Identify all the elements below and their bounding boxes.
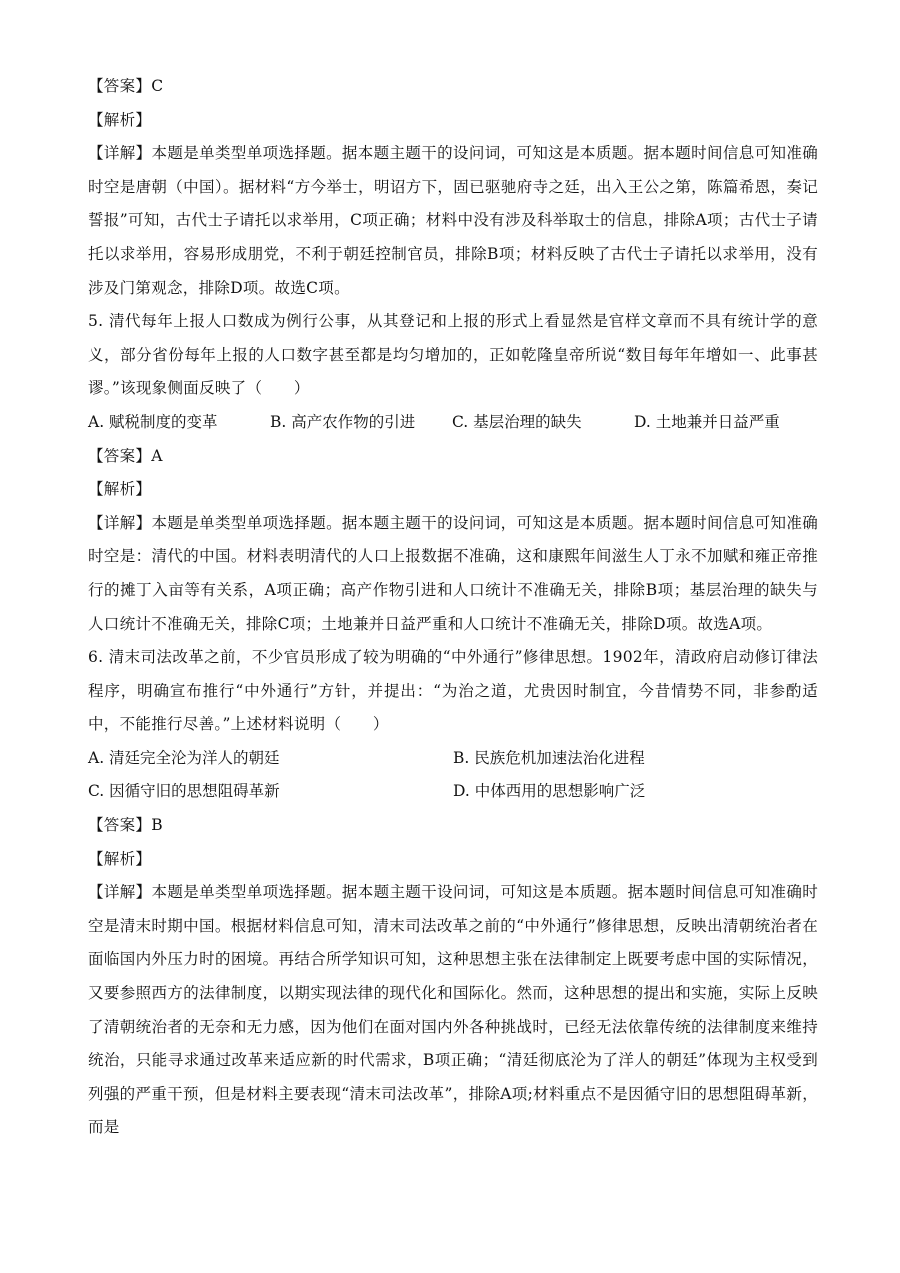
option-item: B. 高产农作物的引进 (270, 412, 416, 431)
option-item: B. 民族危机加速法治化进程 (453, 748, 645, 767)
option-item: C. 因循守旧的思想阻碍革新 (88, 782, 280, 801)
answer-label: 【答案】B (88, 816, 163, 835)
answer-label: 【答案】C (88, 77, 164, 95)
option-item: A. 清廷完全沦为洋人的朝廷 (88, 748, 280, 767)
question-6-stem: 6. 清末司法改革之前，不少官员形成了较为明确的“中外通行”修律思想。1902年，清政府启动修订律法程序，明确宣布推行“中外通行”方针，并提出：“为治之道，尤贵因时制宜，今昔情势不同，非参酌适中，不能推行尽善。”上述材料说明（ ） (88, 648, 818, 734)
analysis-label: 【解析】 (88, 849, 152, 868)
question-6-options-row1 (88, 742, 818, 776)
option-item: D. 土地兼并日益严重 (634, 412, 780, 431)
detail-paragraph: 【详解】本题是单类型单项选择题。据本题主题干的设问词，可知这是本质题。据本题时间信息可知准确时空是：清代的中国。材料表明清代的人口上报数据不准确，这和康熙年间滋生人丁永不加赋和雍正帝推行的摊丁入亩等有关系，A项正确；高产作物引进和人口统计不准确无关，排除B项；基层治理的缺失与人口统计不准确无关，排除C项；土地兼并日益严重和人口统计不准确无关，排除D项。故选A项。 (88, 513, 818, 633)
option-item: C. 基层治理的缺失 (452, 412, 582, 431)
question-6-options-row2 (88, 775, 818, 809)
detail-paragraph: 【详解】本题是单类型单项选择题。据本题主题干的设问词，可知这是本质题。据本题时间信息可知准确时空是唐朝（中国）。据材料“方今举士，明诏方下，固已驱驰府寺之廷，出入王公之第，陈篇希恩，奏记誓报”可知，古代士子请托以求举用，C项正确；材料中没有涉及科举取士的信息，排除A项；古代士子请托以求举用，容易形成朋党，不利于朝廷控制官员，排除B项；材料反映了古代士子请托以求举用，没有涉及门第观念，排除D项。故选C项。 (88, 144, 818, 297)
analysis-label: 【解析】 (88, 480, 152, 499)
analysis-label: 【解析】 (88, 110, 152, 129)
answer-label: 【答案】A (88, 446, 163, 465)
question-5-stem: 5. 清代每年上报人口数成为例行公事，从其登记和上报的形式上看显然是官样文章而不具有统计学的意义，部分省份每年上报的人口数字甚至都是均匀增加的，正如乾隆皇帝所说“数目每年年增如一、此事甚谬。”该现象侧面反映了（ ） (88, 312, 818, 398)
document-page (88, 70, 818, 1145)
question-5-options (88, 406, 818, 440)
detail-paragraph: 【详解】本题是单类型单项选择题。据本题主题干设问词，可知这是本质题。据本题时间信息可知准确时空是清末时期中国。根据材料信息可知，清末司法改革之前的“中外通行”修律思想，反映出清朝统治者在面临国内外压力时的困境。再结合所学知识可知，这种思想主张在法律制定上既要考虑中国的实际情况，又要参照西方的法律制度，以期实现法律的现代化和国际化。然而，这种思想的提出和实施，实际上反映了清朝统治者的无奈和无力感，因为他们在面对国内外各种挑战时，已经无法依靠传统的法律制度来维持统治，只能寻求通过改革来适应新的时代需求，B项正确；“清廷彻底沦为了洋人的朝廷”体现为主权受到列强的严重干预，但是材料主要表现“清末司法改革”，排除A项;材料重点不是因循守旧的思想阻碍革新，而是 (88, 883, 818, 1137)
option-item: D. 中体西用的思想影响广泛 (453, 782, 646, 801)
option-item: A. 赋税制度的变革 (88, 412, 218, 431)
